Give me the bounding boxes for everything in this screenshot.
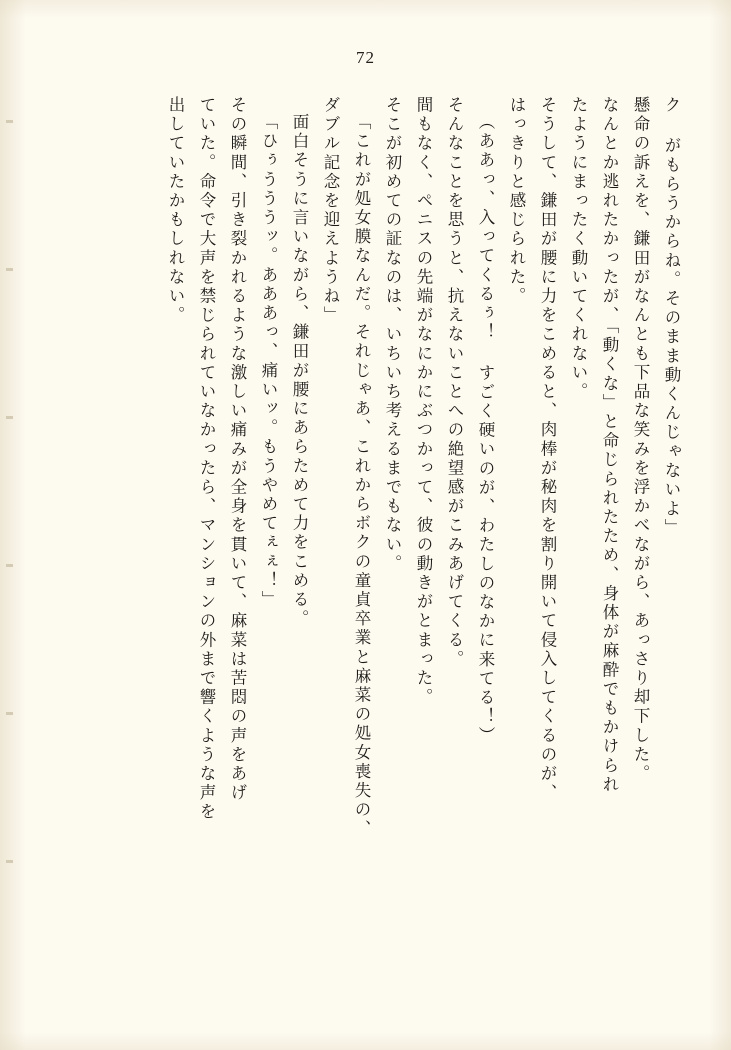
text-line: ていた。命令で大声を禁じられていなかったら、マンションの外まで響くような声を [197,96,216,822]
text-line: そうして、鎌田が腰に力をこめると、肉棒が秘肉を割り開いて侵入してくるのが、 [538,96,557,803]
body-text [74,96,679,996]
text-line: なんとか逃れたかったが、「動くな」と命じられたため、身体が麻酔でもかけられ [600,96,619,795]
binding-mark [6,416,13,419]
binding-mark [6,268,13,271]
text-line: 面白そうに言いながら、鎌田が腰にあらためて力をこめる。 [290,113,309,629]
text-line: ダブル記念を迎えようね」 [321,96,340,326]
text-line: 出していたかもしれない。 [166,96,185,326]
text-line: そこが初めての証なのは、いちいち考えるまでもない。 [383,96,402,574]
binding-mark [6,712,13,715]
text-line: たようにまったく動いてくれない。 [569,96,588,402]
binding-mark [6,564,13,567]
text-line: そんなことを思うと、抗えないことへの絶望感がこみあげてくる。 [445,96,464,669]
text-line: 懸命の訴えを、鎌田がなんとも下品な笑みを浮かべながら、あっさり却下した。 [631,96,650,784]
binding-mark [6,860,13,863]
text-line: 間もなく、ペニスの先端がなにかにぶつかって、彼の動きがとまった。 [414,96,433,708]
text-line: その瞬間、引き裂かれるような激しい痛みが全身を貫いて、麻菜は苦悶の声をあげ [228,96,247,803]
text-line: （ああっ、入ってくるぅ！ すごく硬いのが、わたしのなかに来てる！） [476,113,495,746]
text-line: 「これが処女膜なんだ。それじゃあ、これからボクの童貞卒業と麻菜の処女喪失の、 [352,113,371,839]
text-line: はっきりと感じられた。 [507,96,526,307]
binding-mark [6,120,13,123]
text-line: ク がもらうからね。そのまま動くんじゃないよ」 [662,96,681,538]
text-line: 「ひぅうううッ。あああっ、痛いッ。もうやめてぇぇ！」 [259,113,278,610]
page-number: 72 [356,48,375,67]
